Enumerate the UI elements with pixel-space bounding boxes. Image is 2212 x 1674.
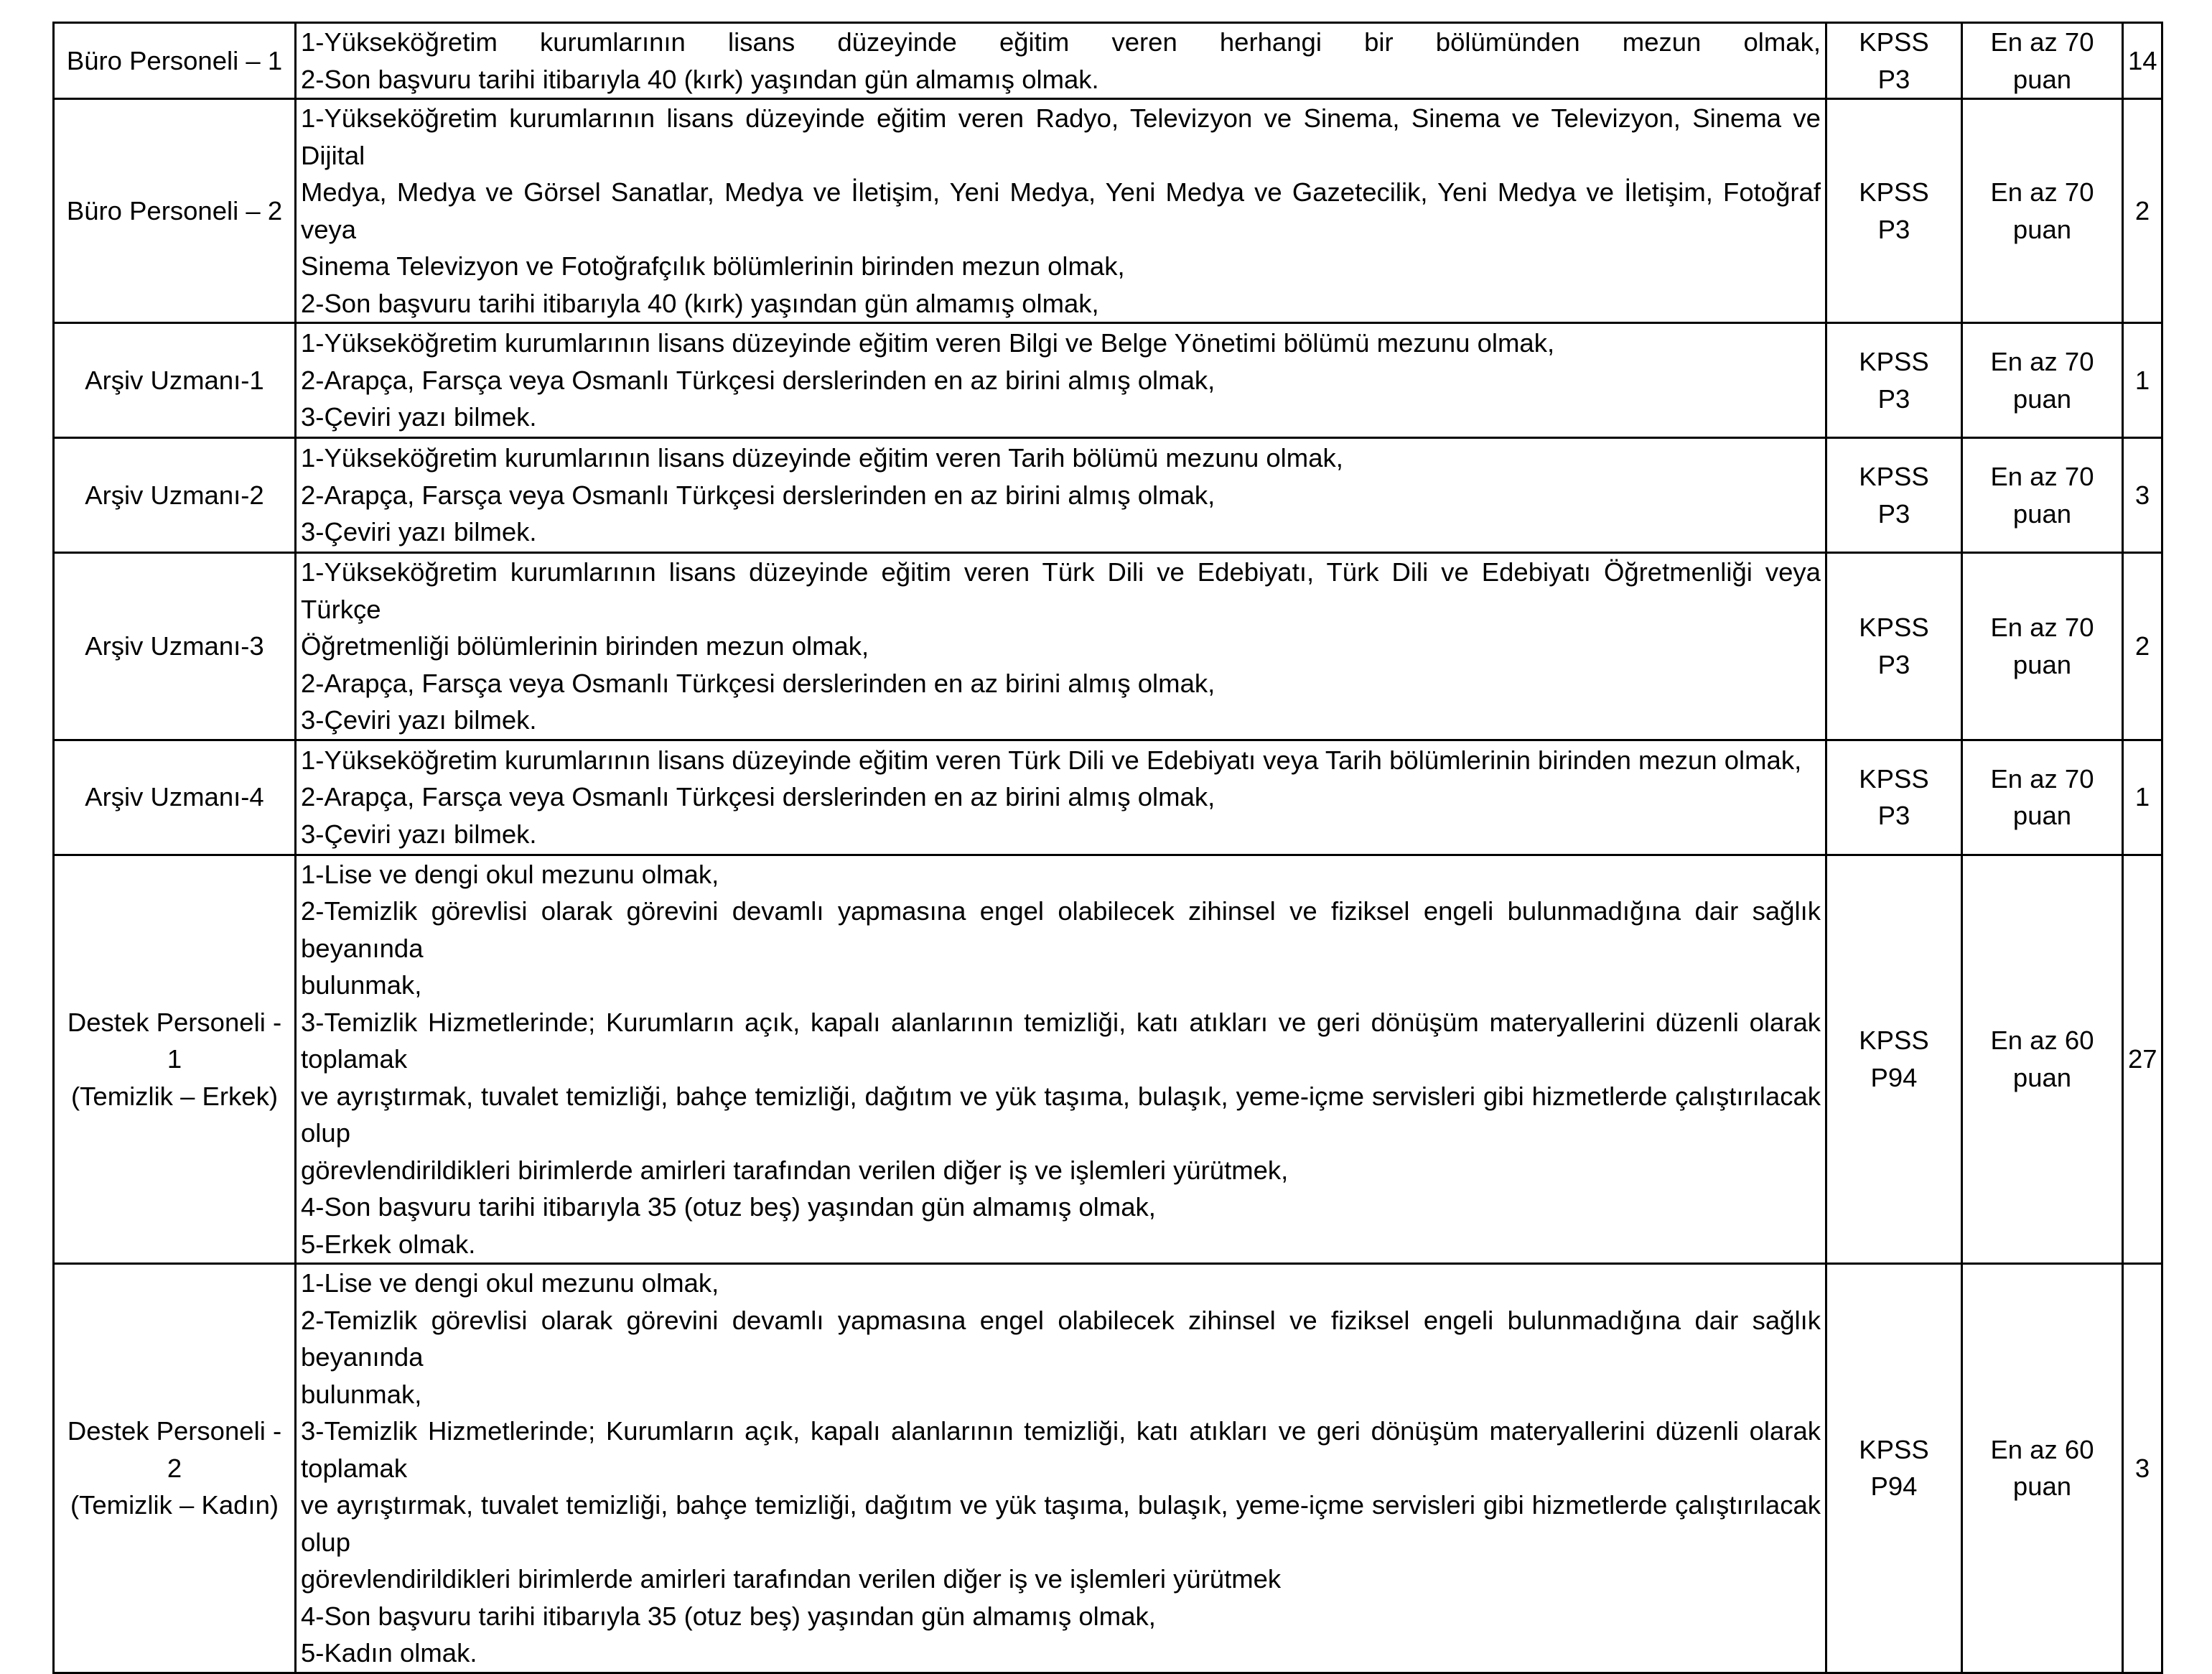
min-score: En az 70 [1990, 177, 2094, 207]
min-score-cell [1962, 1264, 2123, 1673]
min-score: En az 60 [1990, 1434, 2094, 1464]
min-score-unit: puan [2012, 1471, 2072, 1502]
min-score-unit: puan [2012, 383, 2072, 414]
requirement-line: 1-Yükseköğretim kurumlarının lisans düzeyinde eğitim veren Bilgi ve Belge Yönetimi bölümü mezunu olmak, [301, 328, 1555, 358]
position-title-cell [54, 23, 296, 99]
requirements-cell [296, 99, 1826, 323]
position-title-cell [54, 438, 296, 553]
requirement-line: ve ayrıştırmak, tuvalet temizliği, bahçe temizliği, dağıtım ve yük taşıma, bulaşık, yeme-içme servisleri gibi hizmetlerde çalıştırılacak olup [301, 1490, 1821, 1557]
position-count: 27 [2123, 855, 2162, 1264]
exam-code: P3 [1877, 801, 1910, 830]
requirement-line: ve ayrıştırmak, tuvalet temizliği, bahçe temizliği, dağıtım ve yük taşıma, bulaşık, yeme-içme servisleri gibi hizmetlerde çalıştırılacak olup [301, 1081, 1821, 1148]
min-score-unit: puan [2012, 1062, 2072, 1092]
exam-code: P94 [1870, 1471, 1918, 1502]
position-count: 2 [2123, 99, 2162, 323]
min-score: En az 70 [1990, 613, 2094, 643]
exam-code: P3 [1877, 498, 1910, 529]
requirement-line: 1-Yükseköğretim kurumlarının lisans düzeyinde eğitim veren Türk Dili ve Edebiyatı, Türk Dili ve Edebiyatı Öğretmenliği veya Türkçe [301, 557, 1821, 624]
requirements-cell [296, 855, 1826, 1264]
requirement-line: görevlendirildikleri birimlerde amirleri tarafından verilen diğer iş ve işlemleri yürütmek, [301, 1155, 1289, 1185]
requirements-cell [296, 323, 1826, 438]
exam-code: P3 [1877, 383, 1910, 414]
exam-type-cell [1826, 438, 1962, 553]
position-count: 1 [2123, 323, 2162, 438]
requirement-line: 4-Son başvuru tarihi itibarıyla 35 (otuz beş) yaşından gün almamış olmak, [301, 1601, 1156, 1631]
requirements-cell [296, 553, 1826, 740]
table-row [54, 553, 2162, 740]
requirement-line: 5-Erkek olmak. [301, 1229, 476, 1259]
requirement-line: 5-Kadın olmak. [301, 1638, 477, 1668]
requirement-line: bulunmak, [301, 1379, 422, 1409]
position-count: 3 [2123, 438, 2162, 553]
position-count: 3 [2123, 1264, 2162, 1673]
position-title-cell [54, 323, 296, 438]
min-score-unit: puan [2012, 801, 2072, 830]
min-score: En az 60 [1990, 1026, 2094, 1056]
min-score-unit: puan [2012, 498, 2072, 529]
table-row [54, 740, 2162, 855]
exam-type-cell [1826, 855, 1962, 1264]
requirement-line: 2-Arapça, Farsça veya Osmanlı Türkçesi derslerinden en az birini almış olmak, [301, 668, 1215, 698]
requirements-cell [296, 23, 1826, 99]
requirement-line: 3-Çeviri yazı bilmek. [301, 402, 537, 432]
requirement-line: 2-Temizlik görevlisi olarak görevini devamlı yapmasına engel olabilecek zihinsel ve fiziksel engeli bulunmadığına dair sağlık beyanında [301, 896, 1821, 963]
requirement-line: 1-Lise ve dengi okul mezunu olmak, [301, 1268, 719, 1298]
min-score: En az 70 [1990, 462, 2094, 491]
requirement-line: 1-Lise ve dengi okul mezunu olmak, [301, 859, 719, 889]
position-title: Destek Personeli - 2 [67, 1416, 282, 1483]
requirement-line: 2-Temizlik görevlisi olarak görevini devamlı yapmasına engel olabilecek zihinsel ve fiziksel engeli bulunmadığına dair sağlık beyanında [301, 1305, 1821, 1372]
requirement-line: 1-Yükseköğretim kurumlarının lisans düzeyinde eğitim veren Tarih bölümü mezunu olmak, [301, 443, 1343, 473]
table-row [54, 323, 2162, 438]
requirement-line: Sinema Televizyon ve Fotoğrafçılık bölümlerinin birinden mezun olmak, [301, 251, 1125, 281]
min-score-unit: puan [2012, 64, 2072, 94]
requirements-cell [296, 740, 1826, 855]
position-count: 1 [2123, 740, 2162, 855]
position-title-cell [54, 740, 296, 855]
position-subtitle: (Temizlik – Kadın) [70, 1490, 279, 1520]
position-title: Arşiv Uzmanı-4 [85, 782, 264, 812]
table-row [54, 855, 2162, 1264]
position-title-cell [54, 855, 296, 1264]
requirement-line: 3-Temizlik Hizmetlerinde; Kurumların açık, kapalı alanlarının temizliği, katı atıkları ve geri dönüşüm materyallerini düzenli olarak toplamak [301, 1416, 1821, 1483]
exam-type: KPSS [1859, 462, 1929, 491]
table-row [54, 23, 2162, 99]
table-row [54, 438, 2162, 553]
requirement-line: 2-Arapça, Farsça veya Osmanlı Türkçesi derslerinden en az birini almış olmak, [301, 480, 1215, 510]
requirement-line: görevlendirildikleri birimlerde amirleri tarafından verilen diğer iş ve işlemleri yürütmek [301, 1564, 1282, 1594]
min-score: En az 70 [1990, 27, 2094, 57]
requirement-line: 3-Temizlik Hizmetlerinde; Kurumların açık, kapalı alanlarının temizliği, katı atıkları ve geri dönüşüm materyallerini düzenli olarak toplamak [301, 1007, 1821, 1074]
position-title: Büro Personeli – 1 [66, 45, 283, 75]
min-score: En az 70 [1990, 763, 2094, 794]
min-score-cell [1962, 438, 2123, 553]
position-count: 14 [2123, 23, 2162, 99]
requirement-line: 2-Arapça, Farsça veya Osmanlı Türkçesi derslerinden en az birini almış olmak, [301, 365, 1215, 395]
position-title: Büro Personeli – 2 [66, 195, 283, 225]
requirement-line: 1-Yükseköğretim kurumlarının lisans düzeyinde eğitim veren Radyo, Televizyon ve Sinema, Sinema ve Televizyon, Sinema ve Dijital [301, 103, 1821, 170]
min-score: En az 70 [1990, 347, 2094, 376]
min-score-cell [1962, 740, 2123, 855]
positions-table [52, 22, 2163, 1674]
requirement-line: 1-Yükseköğretim kurumlarının lisans düzeyinde eğitim veren herhangi bir bölümünden mezun olmak, [301, 27, 1821, 57]
exam-code: P3 [1877, 64, 1910, 94]
position-title: Arşiv Uzmanı-3 [85, 631, 264, 661]
requirement-line: bulunmak, [301, 970, 422, 1000]
requirement-line: 3-Çeviri yazı bilmek. [301, 819, 537, 849]
requirement-line: Öğretmenliği bölümlerinin birinden mezun olmak, [301, 631, 869, 661]
table-row [54, 1264, 2162, 1673]
position-count: 2 [2123, 553, 2162, 740]
requirements-cell [296, 438, 1826, 553]
min-score-cell [1962, 99, 2123, 323]
requirements-cell [296, 1264, 1826, 1673]
position-title-cell [54, 99, 296, 323]
exam-code: P94 [1870, 1062, 1918, 1092]
exam-type-cell [1826, 99, 1962, 323]
exam-type-cell [1826, 23, 1962, 99]
exam-type-cell [1826, 1264, 1962, 1673]
position-subtitle: (Temizlik – Erkek) [71, 1081, 278, 1111]
requirement-line: 1-Yükseköğretim kurumlarının lisans düzeyinde eğitim veren Türk Dili ve Edebiyatı veya Tarih bölümlerinin birinden mezun olmak, [301, 745, 1802, 775]
position-title-cell [54, 553, 296, 740]
min-score-unit: puan [2012, 649, 2072, 679]
requirement-line: 2-Son başvuru tarihi itibarıyla 40 (kırk) yaşından gün almamış olmak. [301, 64, 1099, 94]
position-title-cell [54, 1264, 296, 1673]
exam-type: KPSS [1859, 763, 1929, 794]
position-title: Arşiv Uzmanı-1 [85, 365, 264, 395]
requirement-line: 2-Arapça, Farsça veya Osmanlı Türkçesi derslerinden en az birini almış olmak, [301, 782, 1215, 812]
exam-type-cell [1826, 740, 1962, 855]
exam-code: P3 [1877, 214, 1910, 244]
table-row [54, 99, 2162, 323]
requirement-line: 2-Son başvuru tarihi itibarıyla 40 (kırk) yaşından gün almamış olmak, [301, 288, 1099, 318]
requirement-line: 3-Çeviri yazı bilmek. [301, 705, 537, 735]
exam-code: P3 [1877, 649, 1910, 679]
min-score-cell [1962, 855, 2123, 1264]
requirement-line: 4-Son başvuru tarihi itibarıyla 35 (otuz beş) yaşından gün almamış olmak, [301, 1192, 1156, 1222]
exam-type: KPSS [1859, 27, 1929, 57]
min-score-cell [1962, 553, 2123, 740]
position-title: Arşiv Uzmanı-2 [85, 480, 264, 510]
exam-type: KPSS [1859, 347, 1929, 376]
exam-type: KPSS [1859, 1026, 1929, 1056]
requirement-line: 3-Çeviri yazı bilmek. [301, 517, 537, 547]
requirement-line: Medya, Medya ve Görsel Sanatlar, Medya ve İletişim, Yeni Medya, Yeni Medya ve Gazetecilik, Yeni Medya ve İletişim, Fotoğraf veya [301, 177, 1821, 244]
exam-type: KPSS [1859, 613, 1929, 643]
exam-type-cell [1826, 323, 1962, 438]
exam-type: KPSS [1859, 177, 1929, 207]
min-score-unit: puan [2012, 214, 2072, 244]
position-title: Destek Personeli - 1 [67, 1007, 282, 1074]
min-score-cell [1962, 323, 2123, 438]
min-score-cell [1962, 23, 2123, 99]
exam-type-cell [1826, 553, 1962, 740]
exam-type: KPSS [1859, 1434, 1929, 1464]
